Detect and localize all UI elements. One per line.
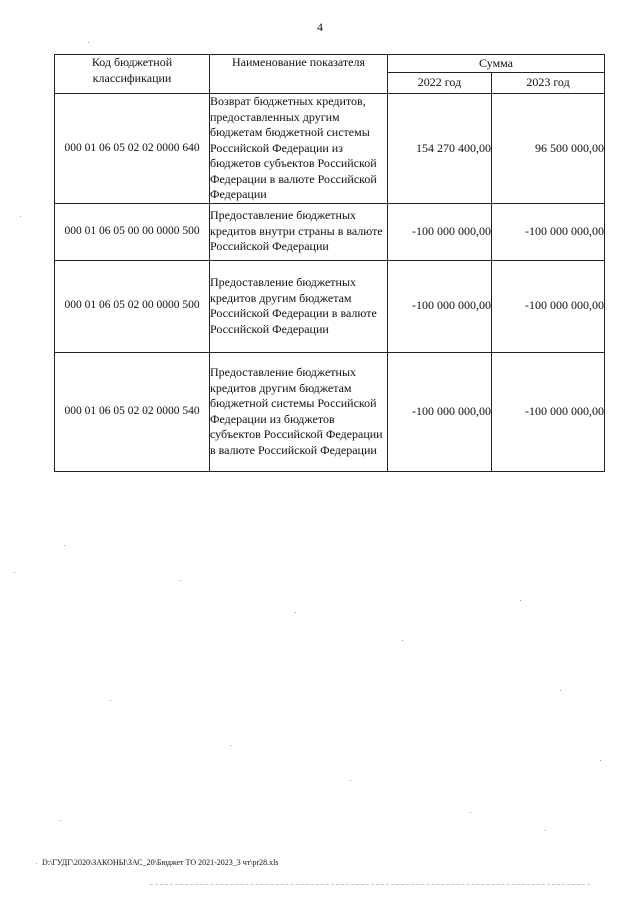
scan-speck bbox=[295, 612, 296, 613]
row-code: 000 01 06 05 02 00 0000 500 bbox=[55, 260, 210, 352]
row-amount-2023: 96 500 000,00 bbox=[492, 94, 605, 204]
scan-speck bbox=[180, 580, 181, 581]
row-code: 000 01 06 05 02 02 0000 540 bbox=[55, 352, 210, 471]
scan-speck bbox=[470, 812, 471, 813]
row-name: Возврат бюджетных кредитов, предоставленных другим бюджетам бюджетной системы Российской Федерации из бюджетов субъектов Российской Федерации в валюте Российской Федерации bbox=[210, 94, 388, 204]
row-amount-2023: -100 000 000,00 bbox=[492, 260, 605, 352]
row-code: 000 01 06 05 02 02 0000 640 bbox=[55, 94, 210, 204]
scan-speck bbox=[520, 600, 521, 601]
scan-speck bbox=[64, 545, 65, 546]
row-amount-2023: -100 000 000,00 bbox=[492, 203, 605, 260]
row-name: Предоставление бюджетных кредитов другим бюджетам бюджетной системы Российской Федерации из бюджетов субъектов Российской Федерации в валюте Российской Федерации bbox=[210, 352, 388, 471]
budget-table bbox=[54, 54, 605, 472]
table-row bbox=[55, 260, 605, 352]
row-amount-2022: -100 000 000,00 bbox=[388, 352, 492, 471]
header-year-2023: 2023 год bbox=[492, 73, 605, 94]
header-name: Наименование показателя bbox=[210, 55, 388, 94]
header-year-2022: 2022 год bbox=[388, 73, 492, 94]
scan-speck bbox=[402, 640, 403, 641]
scan-speck bbox=[350, 780, 351, 781]
scan-speck bbox=[110, 700, 111, 701]
scan-speck bbox=[230, 745, 231, 746]
table-row bbox=[55, 94, 605, 204]
scan-speck bbox=[20, 216, 21, 217]
scan-speck bbox=[545, 830, 546, 831]
row-code: 000 01 06 05 00 00 0000 500 bbox=[55, 203, 210, 260]
page-number: 4 bbox=[317, 20, 323, 34]
row-amount-2022: -100 000 000,00 bbox=[388, 203, 492, 260]
scan-speck bbox=[14, 572, 15, 573]
row-amount-2022: -100 000 000,00 bbox=[388, 260, 492, 352]
table-row bbox=[55, 352, 605, 471]
scan-artifact-line bbox=[150, 884, 590, 885]
scan-speck bbox=[88, 42, 89, 43]
row-amount-2022: 154 270 400,00 bbox=[388, 94, 492, 204]
row-name: Предоставление бюджетных кредитов внутри страны в валюте Российской Федерации bbox=[210, 203, 388, 260]
table-row bbox=[55, 203, 605, 260]
scan-speck bbox=[60, 820, 61, 821]
row-name: Предоставление бюджетных кредитов другим бюджетам Российской Федерации в валюте Российской Федерации bbox=[210, 260, 388, 352]
scan-speck bbox=[36, 863, 37, 864]
file-path-footer: D:\ГУДГ\2020\ЗАКОНЫ\ЗАС_20\Бюджет ТО 2021-2023_3 чт\pr28.xls bbox=[42, 858, 279, 867]
header-code: Код бюджетной классификации bbox=[55, 55, 210, 94]
scan-speck bbox=[600, 760, 601, 761]
header-sum: Сумма bbox=[388, 55, 605, 73]
row-amount-2023: -100 000 000,00 bbox=[492, 352, 605, 471]
scan-speck bbox=[560, 690, 561, 691]
